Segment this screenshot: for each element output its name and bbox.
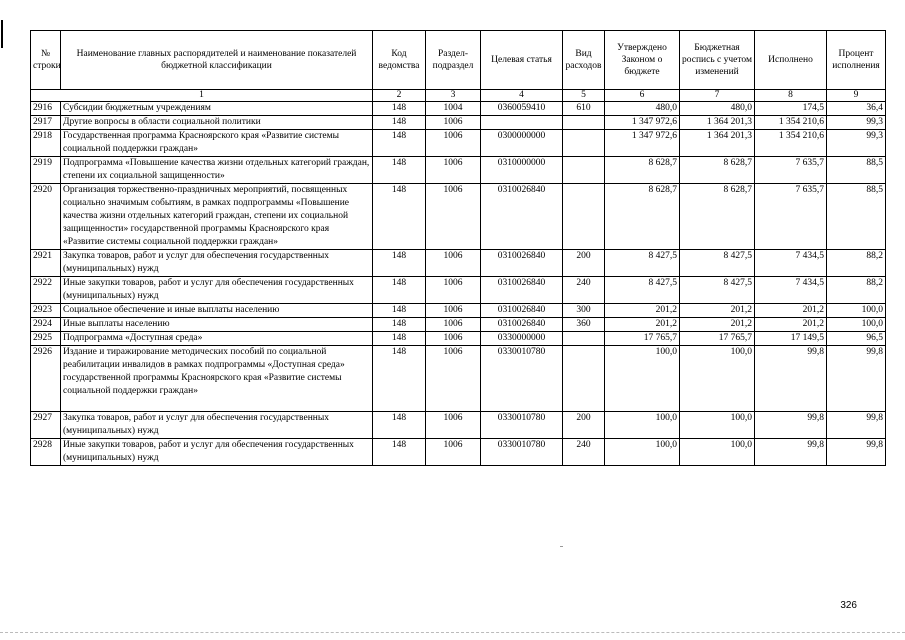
row-target: 0310026840: [481, 184, 563, 250]
column-number: 5: [563, 90, 605, 102]
table-row: [31, 250, 886, 277]
row-percent: 88,5: [827, 184, 886, 250]
row-name: Закупка товаров, работ и услуг для обеспечения государственных (муниципальных) нужд: [61, 412, 373, 439]
row-budget: 1 364 201,3: [680, 116, 755, 130]
table-row: [31, 130, 886, 157]
scan-speck: [560, 546, 563, 547]
table-row: [31, 102, 886, 116]
row-executed: 17 149,5: [755, 332, 827, 346]
row-code: 148: [373, 318, 426, 332]
row-target: 0330000000: [481, 332, 563, 346]
table-row: [31, 412, 886, 439]
row-type: 240: [563, 277, 605, 304]
row-number: 2917: [31, 116, 61, 130]
row-name: Издание и тиражирование методических пособий по социальной реабилитации инвалидов в рамках подпрограммы «Доступная среда» государственной программы Красноярского края «Развитие системы социальной поддержки граждан»: [61, 346, 373, 412]
row-executed: 7 434,5: [755, 277, 827, 304]
row-percent: 99,8: [827, 439, 886, 466]
row-target: 0310026840: [481, 318, 563, 332]
row-target: 0310026840: [481, 304, 563, 318]
row-name: Иные закупки товаров, работ и услуг для обеспечения государственных (муниципальных) нужд: [61, 439, 373, 466]
scan-bottom-rule: [0, 632, 905, 634]
row-target: 0310026840: [481, 250, 563, 277]
column-number: 7: [680, 90, 755, 102]
row-type: [563, 332, 605, 346]
row-target: [481, 116, 563, 130]
table-row: [31, 277, 886, 304]
header-department-code: Код ведомства: [373, 31, 426, 90]
row-budget: 8 628,7: [680, 157, 755, 184]
column-numbers-row: [31, 90, 886, 102]
table-row: [31, 318, 886, 332]
row-name: Социальное обеспечение и иные выплаты населению: [61, 304, 373, 318]
row-number: 2919: [31, 157, 61, 184]
row-executed: 99,8: [755, 439, 827, 466]
table-row: [31, 332, 886, 346]
row-target: 0310026840: [481, 277, 563, 304]
row-number: 2923: [31, 304, 61, 318]
row-executed: 201,2: [755, 318, 827, 332]
row-approved: 201,2: [605, 304, 680, 318]
row-approved: 480,0: [605, 102, 680, 116]
row-number: 2924: [31, 318, 61, 332]
row-section: 1006: [426, 250, 481, 277]
page-number: 326: [840, 600, 857, 611]
row-section: 1006: [426, 277, 481, 304]
row-target: 0330010780: [481, 346, 563, 412]
row-budget: 480,0: [680, 102, 755, 116]
row-percent: 96,5: [827, 332, 886, 346]
row-code: 148: [373, 277, 426, 304]
header-row-number: № строки: [31, 31, 61, 90]
row-section: 1006: [426, 318, 481, 332]
column-number: 9: [827, 90, 886, 102]
row-section: 1006: [426, 157, 481, 184]
row-number: 2921: [31, 250, 61, 277]
column-number: 2: [373, 90, 426, 102]
row-number: 2916: [31, 102, 61, 116]
row-percent: 100,0: [827, 304, 886, 318]
row-approved: 201,2: [605, 318, 680, 332]
row-budget: 100,0: [680, 439, 755, 466]
row-number: 2922: [31, 277, 61, 304]
row-type: 300: [563, 304, 605, 318]
row-percent: 88,5: [827, 157, 886, 184]
table-row: [31, 116, 886, 130]
row-name: Иные закупки товаров, работ и услуг для обеспечения государственных (муниципальных) нужд: [61, 277, 373, 304]
row-target: 0330010780: [481, 412, 563, 439]
row-number: 2927: [31, 412, 61, 439]
row-name: Подпрограмма «Доступная среда»: [61, 332, 373, 346]
row-target: 0330010780: [481, 439, 563, 466]
row-number: 2920: [31, 184, 61, 250]
row-code: 148: [373, 116, 426, 130]
table-header-row: [31, 31, 886, 90]
row-name: Подпрограмма «Повышение качества жизни отдельных категорий граждан, степени их социальной защищенности»: [61, 157, 373, 184]
table-row: [31, 346, 886, 412]
row-name: Организация торжественно-праздничных мероприятий, посвященных социально значимым событиям, в рамках подпрограммы «Повышение качества жизни отдельных категорий граждан, степени их социальной защищенности» государственной программы Красноярского края «Развитие системы социальной поддержки граждан»: [61, 184, 373, 250]
row-approved: 100,0: [605, 346, 680, 412]
row-number: 2925: [31, 332, 61, 346]
row-target: 0310000000: [481, 157, 563, 184]
row-section: 1006: [426, 332, 481, 346]
row-approved: 100,0: [605, 412, 680, 439]
row-percent: 99,3: [827, 116, 886, 130]
row-type: [563, 130, 605, 157]
row-code: 148: [373, 304, 426, 318]
column-number: 4: [481, 90, 563, 102]
row-type: 610: [563, 102, 605, 116]
row-executed: 99,8: [755, 346, 827, 412]
column-number: 8: [755, 90, 827, 102]
table-row: [31, 157, 886, 184]
header-expense-type: Вид расходов: [563, 31, 605, 90]
row-executed: 99,8: [755, 412, 827, 439]
row-target: 0360059410: [481, 102, 563, 116]
row-section: 1006: [426, 116, 481, 130]
row-percent: 100,0: [827, 318, 886, 332]
row-type: 200: [563, 412, 605, 439]
header-name: Наименование главных распорядителей и наименование показателей бюджетной классификации: [61, 31, 373, 90]
row-budget: 201,2: [680, 318, 755, 332]
row-percent: 99,3: [827, 130, 886, 157]
row-code: 148: [373, 412, 426, 439]
row-type: 240: [563, 439, 605, 466]
row-approved: 8 628,7: [605, 184, 680, 250]
row-name: Закупка товаров, работ и услуг для обеспечения государственных (муниципальных) нужд: [61, 250, 373, 277]
row-section: 1006: [426, 184, 481, 250]
table-row: [31, 304, 886, 318]
row-code: 148: [373, 130, 426, 157]
row-approved: 1 347 972,6: [605, 116, 680, 130]
row-type: 200: [563, 250, 605, 277]
row-approved: 17 765,7: [605, 332, 680, 346]
row-section: 1006: [426, 439, 481, 466]
row-percent: 99,8: [827, 412, 886, 439]
row-section: 1006: [426, 130, 481, 157]
row-code: 148: [373, 250, 426, 277]
header-section: Раздел-подраздел: [426, 31, 481, 90]
row-approved: 8 427,5: [605, 277, 680, 304]
row-name: Субсидии бюджетным учреждениям: [61, 102, 373, 116]
column-number: 1: [31, 90, 373, 102]
row-code: 148: [373, 439, 426, 466]
row-budget: 201,2: [680, 304, 755, 318]
row-budget: 100,0: [680, 412, 755, 439]
column-number: 3: [426, 90, 481, 102]
row-executed: 201,2: [755, 304, 827, 318]
row-budget: 8 427,5: [680, 277, 755, 304]
budget-table: [30, 30, 886, 466]
table-row: [31, 184, 886, 250]
row-code: 148: [373, 332, 426, 346]
row-approved: 1 347 972,6: [605, 130, 680, 157]
row-executed: 174,5: [755, 102, 827, 116]
row-percent: 88,2: [827, 250, 886, 277]
row-name: Другие вопросы в области социальной политики: [61, 116, 373, 130]
row-approved: 8 628,7: [605, 157, 680, 184]
row-name: Государственная программа Красноярского края «Развитие системы социальной поддержки граждан»: [61, 130, 373, 157]
row-section: 1006: [426, 412, 481, 439]
row-number: 2926: [31, 346, 61, 412]
row-budget: 1 364 201,3: [680, 130, 755, 157]
header-target-article: Целевая статья: [481, 31, 563, 90]
row-percent: 88,2: [827, 277, 886, 304]
row-name: Иные выплаты населению: [61, 318, 373, 332]
row-code: 148: [373, 184, 426, 250]
row-code: 148: [373, 102, 426, 116]
header-budget-schedule: Бюджетная роспись с учетом изменений: [680, 31, 755, 90]
row-type: [563, 184, 605, 250]
row-code: 148: [373, 157, 426, 184]
row-budget: 8 427,5: [680, 250, 755, 277]
row-type: 360: [563, 318, 605, 332]
row-type: [563, 116, 605, 130]
row-budget: 8 628,7: [680, 184, 755, 250]
row-executed: 1 354 210,6: [755, 130, 827, 157]
row-executed: 7 434,5: [755, 250, 827, 277]
row-approved: 8 427,5: [605, 250, 680, 277]
row-target: 0300000000: [481, 130, 563, 157]
row-percent: 36,4: [827, 102, 886, 116]
row-approved: 100,0: [605, 439, 680, 466]
row-executed: 7 635,7: [755, 184, 827, 250]
row-budget: 100,0: [680, 346, 755, 412]
row-executed: 7 635,7: [755, 157, 827, 184]
row-section: 1004: [426, 102, 481, 116]
row-number: 2918: [31, 130, 61, 157]
row-type: [563, 346, 605, 412]
scan-edge-mark: [1, 20, 3, 48]
row-number: 2928: [31, 439, 61, 466]
row-type: [563, 157, 605, 184]
header-approved: Утверждено Законом о бюджете: [605, 31, 680, 90]
row-section: 1006: [426, 346, 481, 412]
row-percent: 99,8: [827, 346, 886, 412]
table-row: [31, 439, 886, 466]
header-percent: Процент исполнения: [827, 31, 886, 90]
column-number: 6: [605, 90, 680, 102]
row-section: 1006: [426, 304, 481, 318]
row-executed: 1 354 210,6: [755, 116, 827, 130]
row-code: 148: [373, 346, 426, 412]
header-executed: Исполнено: [755, 31, 827, 90]
row-budget: 17 765,7: [680, 332, 755, 346]
